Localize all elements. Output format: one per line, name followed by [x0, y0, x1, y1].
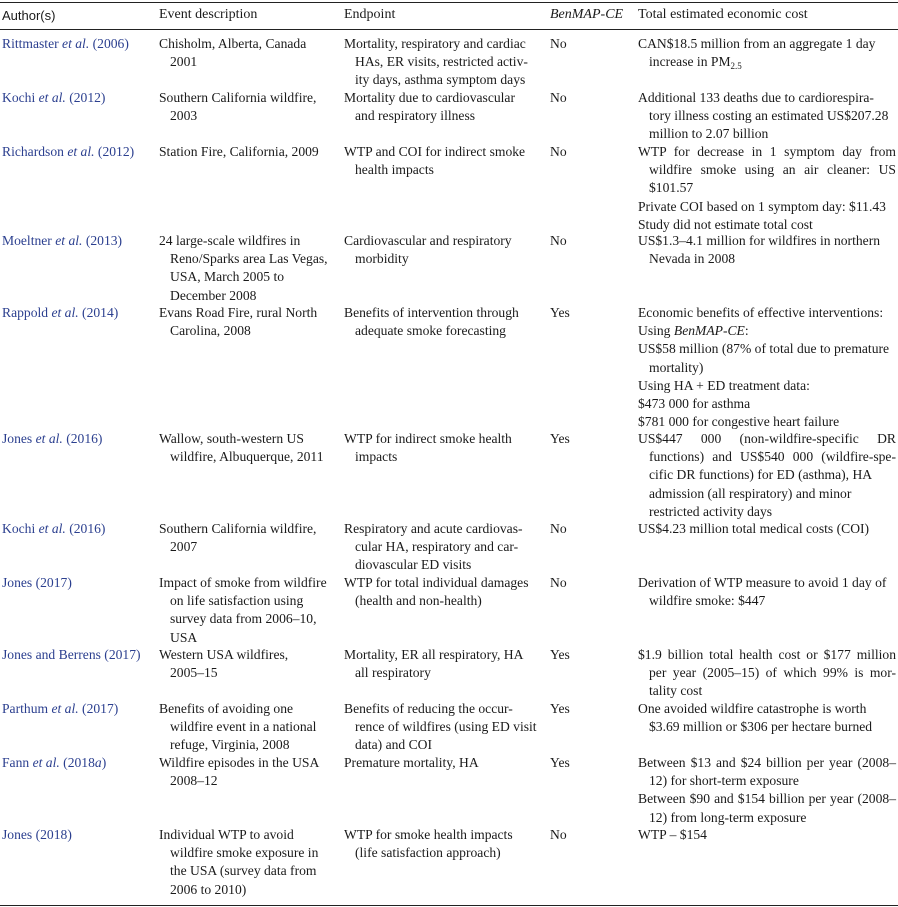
cell-line: US$4.23 million total medical costs (COI) [638, 521, 870, 536]
endpoint-cell [344, 826, 540, 862]
event-cell [159, 754, 339, 790]
cell-line: US$1.3–4.1 million for wildfires in northern [638, 233, 881, 248]
cell-line: Station Fire, California, 2009 [159, 144, 319, 159]
cell-line: wildfire, Albuquerque, 2011 [170, 449, 324, 465]
cell-line: and respiratory illness [355, 108, 476, 124]
cell-line: Premature mortality, HA [344, 755, 479, 770]
author-cell[interactable]: Jones et al. (2016) [2, 431, 103, 446]
cost-cell [638, 646, 896, 701]
endpoint-cell [344, 754, 540, 772]
cell-line: Mortality, ER all respiratory, HA [344, 647, 524, 662]
cell-line: Wallow, south-western US [159, 431, 304, 446]
author-cell[interactable]: Rittmaster et al. (2006) [2, 36, 129, 51]
author-cell[interactable]: Kochi et al. (2012) [2, 90, 106, 105]
cell-line: 12) from long-term exposure [649, 809, 807, 825]
cell-line: adequate smoke forecasting [355, 323, 506, 339]
cell-line: Respiratory and acute cardiovas- [344, 521, 523, 536]
cell-line: Evans Road Fire, rural North [159, 305, 318, 320]
endpoint-cell [344, 430, 540, 466]
cell-line: HAs, ER visits, restricted activ- [355, 54, 528, 70]
cell-line: wildfire event in a national [170, 719, 317, 735]
cell-line: WTP and COI for indirect smoke [344, 144, 526, 159]
cell-line: Wildfire episodes in the USA [159, 755, 320, 770]
endpoint-cell [344, 232, 540, 268]
table-bottom-rule [0, 905, 898, 906]
endpoint-cell [344, 520, 540, 575]
cell-line: restricted activity days [649, 503, 773, 519]
cost-cell [638, 826, 896, 844]
cell-line: Southern California wildfire, [159, 521, 317, 536]
cell-line: Private COI based on 1 symptom day: $11.43 [638, 198, 886, 214]
cell-line: Benefits of avoiding one [159, 701, 294, 716]
cost-cell [638, 143, 896, 234]
cell-line: (life satisfaction approach) [355, 845, 501, 861]
cell-line: wildfire smoke exposure in [170, 845, 319, 861]
benmap-cell: No [550, 827, 567, 842]
benmap-cell: No [550, 521, 567, 536]
cell-line: Carolina, 2008 [170, 323, 251, 339]
event-cell [159, 826, 339, 899]
subscript: 2.5 [730, 61, 742, 72]
cell-line: Mortality, respiratory and cardiac [344, 36, 526, 51]
cost-cell [638, 430, 896, 521]
cell-line: cular HA, respiratory and car- [355, 539, 519, 555]
cell-line: Western USA wildfires, [159, 647, 289, 662]
cell-line: per year (2005–15) of which 99% is mor- [649, 665, 896, 681]
cell-line: US$447 000 (non-wildfire-specific DR [638, 431, 896, 446]
event-cell [159, 646, 339, 682]
cell-line: data) and COI [355, 737, 433, 753]
cell-line: WTP for total individual damages [344, 575, 529, 590]
cell-line: $781 000 for congestive heart failure [638, 414, 840, 430]
cell-line: Economic benefits of effective interventions: [638, 305, 884, 320]
cell-line: $3.69 million or $306 per hectare burned [649, 719, 873, 735]
cost-cell [638, 700, 896, 736]
endpoint-cell [344, 304, 540, 340]
author-cell[interactable]: Kochi et al. (2016) [2, 521, 106, 536]
cell-line: 2008–12 [170, 773, 218, 789]
benmap-cell: No [550, 36, 567, 51]
cost-cell [638, 574, 896, 610]
endpoint-cell [344, 143, 540, 179]
benmap-cell: Yes [550, 701, 570, 716]
cell-line: CAN$18.5 million from an aggregate 1 day [638, 36, 876, 51]
author-cell[interactable]: Rappold et al. (2014) [2, 305, 119, 320]
endpoint-cell [344, 35, 540, 90]
cell-line: WTP for decrease in 1 symptom day from [638, 144, 896, 159]
cost-cell [638, 232, 896, 268]
cell-line: Southern California wildfire, [159, 90, 317, 105]
cell-line: the USA (survey data from [170, 863, 317, 879]
cell-line: wildfire smoke using an air cleaner: US [649, 162, 896, 178]
cell-line: 24 large-scale wildfires in [159, 233, 301, 248]
table-header-rule [0, 29, 898, 30]
cell-line: One avoided wildfire catastrophe is worth [638, 701, 867, 716]
event-cell [159, 520, 339, 556]
cell-line: admission (all respiratory) and minor [649, 485, 852, 501]
author-cell[interactable]: Richardson et al. (2012) [2, 144, 135, 159]
cell-line: WTP for indirect smoke health [344, 431, 512, 446]
cell-line: December 2008 [170, 287, 257, 303]
cell-line: on life satisfaction using [170, 593, 304, 609]
cell-line: increase in $PM_{2.5}$ [649, 54, 742, 72]
cell-line: Benefits of reducing the occur- [344, 701, 513, 716]
author-cell[interactable]: Jones (2018) [2, 827, 72, 842]
cell-line: 2005–15 [170, 665, 218, 681]
author-cell[interactable]: Parthum et al. (2017) [2, 701, 119, 716]
cell-line: Using BenMAP-CE: [638, 323, 749, 339]
header-author: Author(s) [2, 8, 56, 23]
cell-line: $1.9 billion total health cost or $177 million [638, 647, 896, 662]
cell-line: 2006 to 2010) [170, 881, 247, 897]
cell-line: US$58 million (87% of total due to premature [638, 341, 890, 357]
author-cell[interactable]: Fann et al. (2018a) [2, 755, 107, 770]
benmap-cell: No [550, 575, 567, 590]
cell-line: all respiratory [355, 665, 431, 681]
cell-line: functions) and US$540 000 (wildfire-spe- [649, 449, 896, 465]
header-event: Event description [159, 7, 258, 22]
benmap-cell: Yes [550, 305, 570, 320]
cost-cell [638, 754, 896, 827]
benmap-cell: No [550, 144, 567, 159]
cell-line: 2007 [170, 539, 198, 555]
endpoint-cell [344, 574, 540, 610]
cell-line: 12) for short-term exposure [649, 773, 799, 789]
cell-line: Impact of smoke from wildfire [159, 575, 327, 590]
event-cell [159, 430, 339, 466]
header-endpoint: Endpoint [344, 7, 396, 22]
cell-line: Between $90 and $154 billion per year (2008– [638, 791, 896, 807]
cell-line: (health and non-health) [355, 593, 482, 609]
cell-line: Additional 133 deaths due to cardiorespira- [638, 90, 874, 105]
benmap-cell: Yes [550, 431, 570, 446]
cell-line: mortality) [649, 359, 704, 375]
cell-line: Study did not estimate total cost [638, 216, 813, 232]
cell-line: 2001 [170, 54, 198, 70]
event-cell [159, 304, 339, 340]
cell-line: tory illness costing an estimated US$207.28 [649, 108, 889, 124]
cost-cell [638, 89, 896, 144]
cell-line: cific DR functions) for ED (asthma), HA [649, 467, 873, 483]
cell-line: diovascular ED visits [355, 557, 472, 573]
cell-line: Nevada in 2008 [649, 251, 736, 267]
cell-line: Reno/Sparks area Las Vegas, [170, 251, 328, 267]
benmap-cell: No [550, 90, 567, 105]
cell-line: tality cost [649, 683, 703, 699]
event-cell [159, 232, 339, 305]
endpoint-cell [344, 646, 540, 682]
author-cell[interactable]: Jones (2017) [2, 575, 72, 590]
cell-line: Benefits of intervention through [344, 305, 519, 320]
cell-line: Between $13 and $24 billion per year (2008– [638, 755, 896, 770]
cell-line: Chisholm, Alberta, Canada [159, 36, 307, 51]
header-cost: Total estimated economic cost [638, 7, 808, 22]
cell-line: rence of wildfires (using ED visit [355, 719, 537, 735]
cell-line: Using HA + ED treatment data: [638, 377, 810, 393]
event-cell [159, 89, 339, 125]
cell-line: USA [170, 629, 198, 645]
benmap-cell: No [550, 233, 567, 248]
cost-cell [638, 520, 896, 538]
benmap-cell: Yes [550, 647, 570, 662]
event-cell [159, 143, 339, 161]
cell-line: impacts [355, 449, 398, 465]
event-cell [159, 700, 339, 755]
cell-line: USA, March 2005 to [170, 269, 285, 285]
endpoint-cell [344, 89, 540, 125]
cell-line: Derivation of WTP measure to avoid 1 day of [638, 575, 887, 590]
cell-line: survey data from 2006–10, [170, 611, 317, 627]
cost-cell [638, 35, 896, 71]
event-cell [159, 574, 339, 647]
cost-cell [638, 304, 896, 431]
cell-line: morbidity [355, 251, 409, 267]
cell-line: 2003 [170, 108, 198, 124]
cell-line: refuge, Virginia, 2008 [170, 737, 290, 753]
cell-line: Individual WTP to avoid [159, 827, 294, 842]
endpoint-cell [344, 700, 540, 755]
cell-line: ity days, asthma symptom days [355, 72, 526, 88]
cell-line: WTP for smoke health impacts [344, 827, 513, 842]
cell-line: million to 2.07 billion [649, 126, 769, 142]
cell-line: WTP – $154 [638, 827, 707, 842]
author-cell[interactable]: Moeltner et al. (2013) [2, 233, 123, 248]
table-top-rule [0, 2, 898, 3]
cell-line: $101.57 [649, 180, 694, 196]
benmap-cell: Yes [550, 755, 570, 770]
cell-line: Mortality due to cardiovascular [344, 90, 515, 105]
cell-line: Cardiovascular and respiratory [344, 233, 512, 248]
header-benmap: BenMAP-CE [550, 7, 624, 22]
author-cell[interactable]: Jones and Berrens (2017) [2, 647, 141, 662]
event-cell [159, 35, 339, 71]
cell-line: health impacts [355, 162, 434, 178]
cell-line: $473 000 for asthma [638, 396, 751, 412]
cell-line: wildfire smoke: $447 [649, 593, 766, 609]
